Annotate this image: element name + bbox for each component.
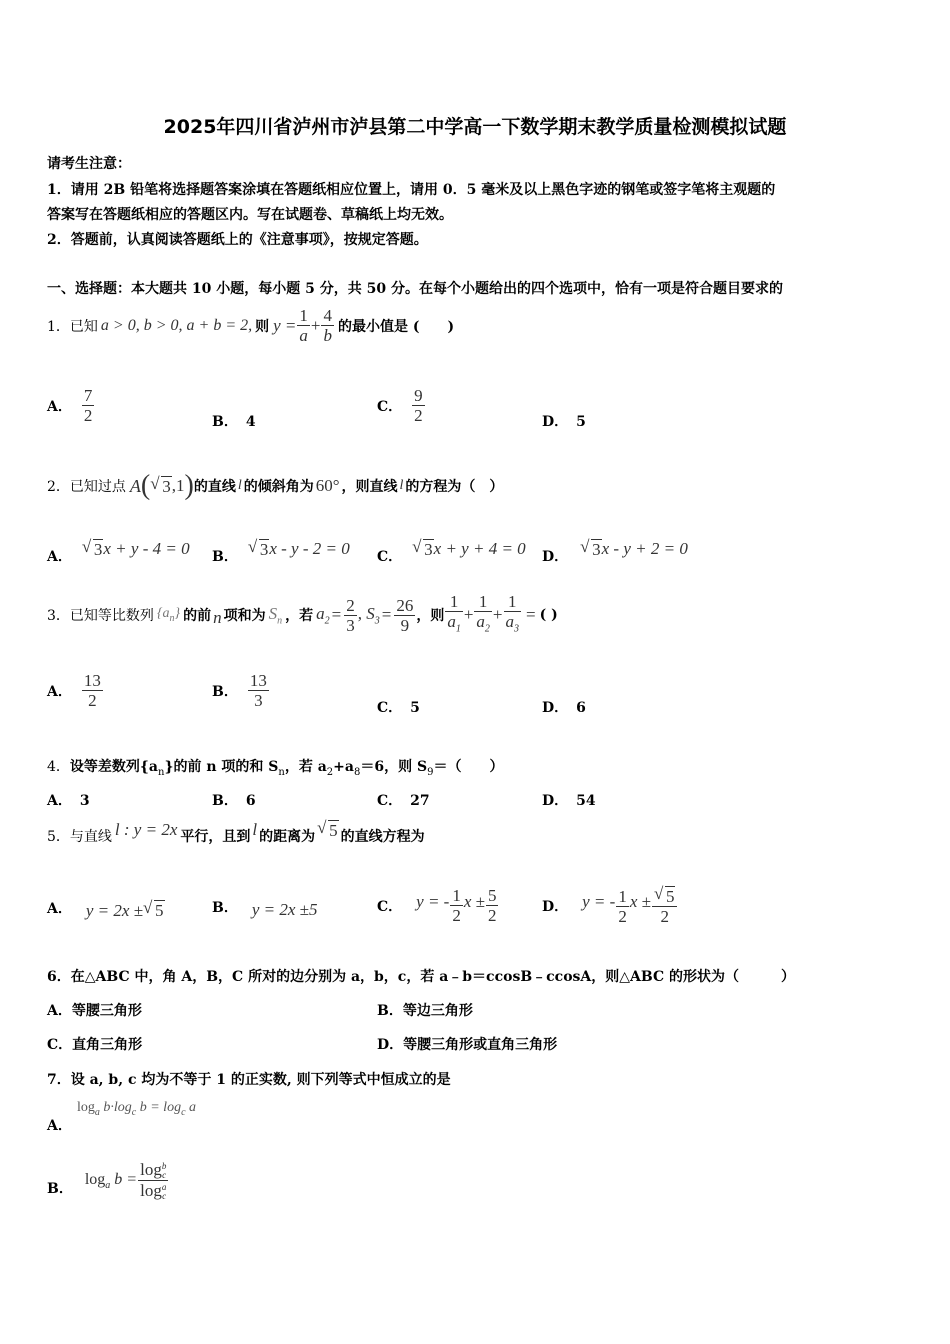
q5-option-a[interactable]: A． y = 2x ± √ 5 [47,900,165,921]
q4-option-d[interactable]: D． 54 [542,793,596,809]
q6-option-c[interactable]: C．直角三角形 [47,1037,143,1053]
q6-option-b[interactable]: B．等边三角形 [377,1003,473,1019]
question-6-stem: 6．在△ABC 中，角 A，B，C 所对的边分别为 a，b，c，若 a﹣b＝ccosB﹣ccosA，则△ABC 的形状为（ ） [47,969,796,985]
q6-option-d[interactable]: D．等腰三角形或直角三角形 [377,1037,558,1053]
q5-option-d[interactable]: D． y = - $\frac{1}{2}$ x ± √ $\frac{5}{2}$ [542,886,678,926]
q1-option-d[interactable]: D． 5 [542,414,586,430]
q1-option-c[interactable]: C． $\frac{9}{2}$ [377,386,423,425]
q1-option-a[interactable]: A． $\frac{7}{2}$ [47,386,93,425]
q4-option-c[interactable]: C． 27 [377,793,430,809]
question-7-stem: 7．设 a, b, c 均为不等于 1 的正实数, 则下列等式中恒成立的是 [47,1072,451,1088]
q3-option-d[interactable]: D． 6 [542,700,586,716]
q1-option-b[interactable]: B． 4 [212,414,256,430]
q5-option-c[interactable]: C． y = - $\frac{1}{2}$ x ± $\frac{5}{2}$ [377,886,497,925]
notice-line-1b: 答案写在答题纸相应的答题区内。写在试题卷、草稿纸上均无效。 [47,207,453,223]
q4-option-a[interactable]: A． 3 [47,793,90,809]
question-1-stem: 1．已知 a > 0, b > 0, a + b = 2, 则 y = $\frac{1}{a}$ + $\frac{4}{b}$ 的最小值是 ( ) [47,306,455,345]
q5-option-b[interactable]: B． y = 2x ±5 [212,900,318,919]
q3-option-b[interactable]: B． $\frac{13}{3}$ [212,671,267,710]
notice-line-2: 2．答题前，认真阅读答题纸上的《注意事项》，按规定答题。 [47,232,428,248]
q2-option-c[interactable]: C． √ 3 x + y + 4 = 0 [377,532,526,566]
q4-option-b[interactable]: B． 6 [212,793,256,809]
question-5-stem: 5．与直线 l : y = 2x 平行，且到 l 的距离为 √ 5 的直线方程为 [47,826,425,846]
notice-line-1a: 1．请用 2B 铅笔将选择题答案涂填在答题纸相应位置上，请用 0．5 毫米及以上黑色字迹的钢笔或签字笔将主观题的 [47,182,776,198]
q2-option-a[interactable]: A． √ 3 x + y - 4 = 0 [47,532,190,566]
page-title: 2025年四川省泸州市泸县第二中学高一下数学期末教学质量检测模拟试题 [163,116,787,138]
question-3-stem: 3．已知等比数列 $\{a_n\}$ 的前 n 项和为 $S_n$ ，若 $a_2$ = $\frac{2}{3}$ , $S_3$ = $\frac{26}{9}$ ，则 $\frac{1}{a_1}$ + $\frac{1}{a_2}$ + $\frac{1}{a_3}$ = ( ) [47,592,558,638]
q2-option-d[interactable]: D． √ 3 x - y + 2 = 0 [542,532,688,566]
notice-heading: 请考生注意： [47,156,131,172]
q3-option-a[interactable]: A． $\frac{13}{2}$ [47,671,101,710]
q6-option-a[interactable]: A．等腰三角形 [47,1003,142,1019]
question-2-stem: 2．已知过点 A ( √ 3 ,1 ) 的直线 l 的倾斜角为 60° ，则直线 l 的方程为（ ） [47,470,503,502]
section-1-heading: 一、选择题：本大题共 10 小题，每小题 5 分，共 50 分。在每个小题给出的四个选项中，恰有一项是符合题目要求的 [47,281,783,297]
q7-option-b[interactable]: B． $\log_a b$ = log b c log a c [47,1160,167,1202]
q2-option-b[interactable]: B． √ 3 x - y - 2 = 0 [212,532,350,566]
question-4-stem: 4．设等差数列$\{a_n\}$的前 n 项的和 $S_n$，若 $a_2+a_8=6$，则 $S_9=$（ ） [47,759,504,778]
q3-option-c[interactable]: C． 5 [377,700,420,716]
